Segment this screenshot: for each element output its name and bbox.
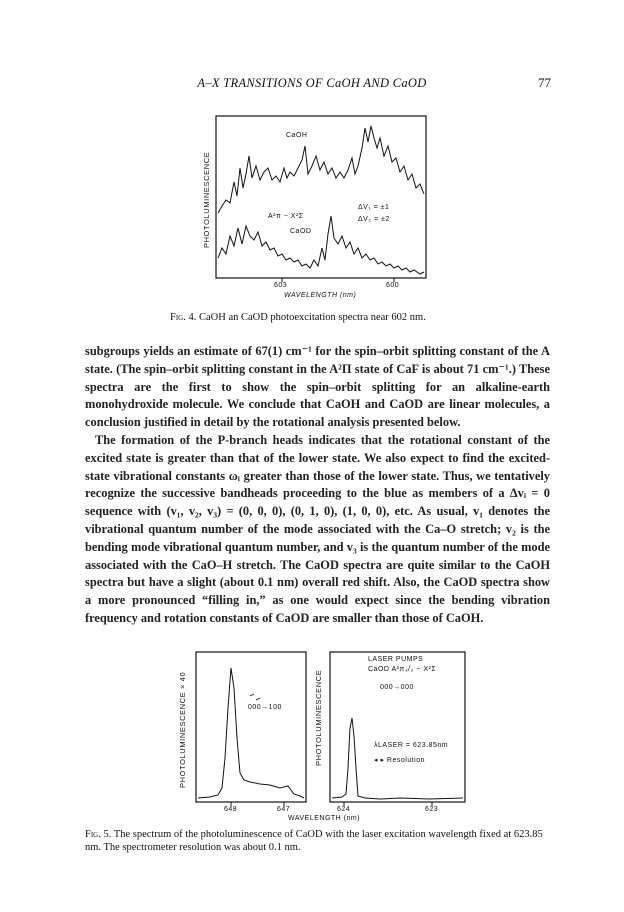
fig5-resolution bbox=[374, 756, 425, 764]
fig5-left-band: 000→100 bbox=[248, 704, 282, 711]
fig5-right-tick2: 623 bbox=[425, 806, 439, 813]
running-header bbox=[0, 76, 624, 91]
fig4-xlabel: WAVELENGTH (nm) bbox=[284, 292, 357, 299]
fig5-right-laser: λLASER = 623.85nm bbox=[374, 742, 449, 749]
fig5-caption-text: The spectrum of the photoluminescence of CaOD with the laser excitation wavelength fixed at 623.85 nm. The spectrometer resolution was about 0.1 nm. bbox=[85, 829, 543, 853]
fig4-caption-label: Fig. 4. bbox=[170, 312, 197, 323]
caoh-spectrum bbox=[218, 126, 424, 213]
fig5-right-ylabel: PHOTOLUMINESCENCE bbox=[314, 669, 323, 766]
fig4-label-dv1: ΔV₁ = ±1 bbox=[358, 204, 390, 211]
paragraph-2: The formation of the P-branch heads indicates that the rotational constant of the excited state is greater than that of the lower state. We also expect to find the excited-state vibrational constants ωᵢ greater than those of the lower state. Thus, we tentatively recognize the successive bandheads proceeding to the blue as members of a Δvᵢ = 0 sequence with (v₁, v₂, v₃) = (0, 0, 0), (0, 1, 0), (1, 0, 0), etc. As usual, v₁ denotes the vibrational quantum number of the mode associated with the Ca–O stretch; v₂ is the bending mode vibrational quantum number, and v₃ is the quantum number of the mode associated with the CaO–H stretch. The CaOD spectra are quite similar to the CaOH spectra but have a slight (about 0.1 nm) overall red shift. Also, the CaOD spectra show a more pronounced “filling in,” as one would expect since the bending vibration frequency and rotation constants of CaOD are smaller than those of CaOH. bbox=[85, 432, 550, 625]
caod-spectrum bbox=[218, 216, 424, 274]
body-text bbox=[85, 343, 550, 628]
fig5-right-tick1: 624 bbox=[337, 806, 351, 813]
fig4-tick-600: 600 bbox=[386, 282, 400, 289]
figure-5 bbox=[170, 648, 470, 823]
fig4-ylabel: PHOTOLUMINESCENCE bbox=[202, 151, 211, 248]
fig4-label-caoh: CaOH bbox=[286, 132, 308, 139]
running-title: A–X TRANSITIONS OF CaOH AND CaOD bbox=[197, 76, 427, 90]
fig5-right-band: 000→000 bbox=[380, 684, 414, 691]
page-number: 77 bbox=[538, 75, 551, 90]
figure-4 bbox=[190, 108, 440, 303]
resolution-arrows-icon: ◂ ▸ bbox=[374, 757, 387, 764]
fig5-caption-label: Fig. 5. bbox=[85, 829, 112, 840]
fig5-left-tick2: 647 bbox=[277, 806, 291, 813]
fig4-label-caod: CaOD bbox=[290, 228, 312, 235]
figure-4-plot bbox=[190, 108, 440, 303]
fig4-tick-603: 603 bbox=[274, 282, 288, 289]
fig4-caption-text: CaOH an CaOD photoexcitation spectra near 602 nm. bbox=[196, 312, 426, 323]
fig4-label-transition: A²π − X²Σ bbox=[268, 213, 304, 220]
left-spectrum bbox=[198, 668, 304, 798]
fig5-right-resolution: Resolution bbox=[386, 757, 425, 764]
figure-5-caption bbox=[85, 828, 550, 854]
fig5-right-line1: LASER PUMPS bbox=[368, 656, 424, 663]
paragraph-1: subgroups yields an estimate of 67(1) cm⁻¹ for the spin–orbit splitting constant of the A state. (The spin–orbit splitting constant in the A²Π state of CaF is about 71 cm⁻¹.) These spectra are the first to show the spin–orbit splitting for an alkaline-earth monohydroxide molecule. We conclude that CaOH and CaOD are linear molecules, a conclusion justified in detail by the rotational analysis presented below. bbox=[85, 344, 550, 430]
fig5-right-line2: CaOD A²π₃/₂ − X²Σ bbox=[368, 666, 437, 673]
fig5-left-tick1: 648 bbox=[224, 806, 238, 813]
figure-4-caption bbox=[170, 312, 470, 323]
fig5-left-ylabel: PHOTOLUMINESCENCE × 40 bbox=[178, 671, 187, 788]
fig4-label-dv2: ΔV₂ = ±2 bbox=[358, 216, 390, 223]
fig5-xlabel: WAVELENGTH (nm) bbox=[288, 815, 361, 822]
